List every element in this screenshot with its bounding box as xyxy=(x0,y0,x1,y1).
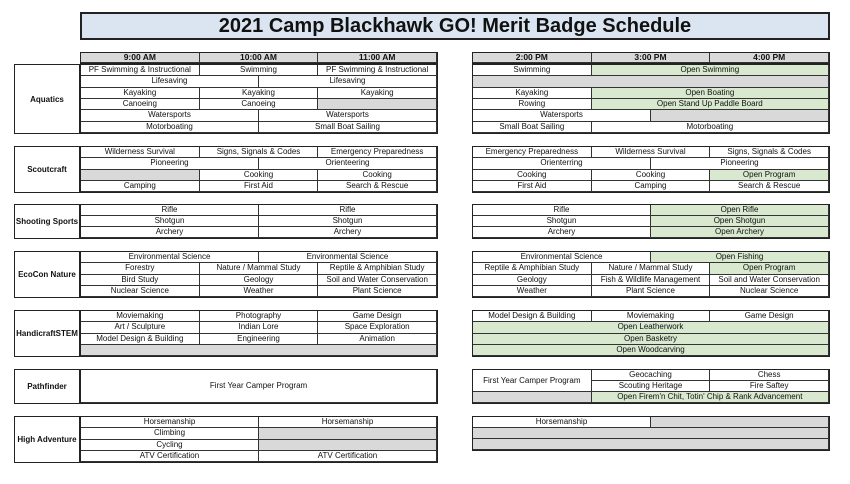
slot: First Aid xyxy=(200,181,319,192)
slot: Wilderness Survival xyxy=(81,147,200,158)
open-slot: Open Basketry xyxy=(473,334,829,345)
slot: Scouting Heritage xyxy=(592,381,711,392)
slot: Cooking xyxy=(318,170,437,181)
slot: Cooking xyxy=(473,170,592,181)
slot: Environmental Science xyxy=(473,252,651,263)
slot: Animation xyxy=(318,334,437,345)
empty-slot xyxy=(473,76,829,87)
area-label-scoutcraft: Scoutcraft xyxy=(14,146,80,193)
slot: Shotgun xyxy=(473,216,651,227)
highadv-morning xyxy=(80,416,438,463)
slot: Orienteering xyxy=(259,158,437,169)
slot: Search & Rescue xyxy=(318,181,437,192)
empty-slot xyxy=(473,428,829,439)
open-slot: Open Swimming xyxy=(592,65,829,76)
afternoon-time-header xyxy=(472,52,830,64)
slot: Watersports xyxy=(81,110,259,121)
slot: Game Design xyxy=(710,311,829,322)
slot: Pioneering xyxy=(81,158,259,169)
slot: Cooking xyxy=(200,170,319,181)
slot: Forestry xyxy=(81,263,200,274)
open-slot: Open Leatherwork xyxy=(473,322,829,333)
slot: Kayaking xyxy=(200,88,319,99)
slot: Shotgun xyxy=(81,216,259,227)
slot: PF Swimming & Instructional xyxy=(81,65,200,76)
slot: Camping xyxy=(592,181,711,192)
slot: Archery xyxy=(259,227,437,238)
slot: Weather xyxy=(473,286,592,297)
slot: Kayaking xyxy=(473,88,592,99)
slot: Wilderness Survival xyxy=(592,147,711,158)
slot: Fish & Wildlife Management xyxy=(592,275,711,286)
slot: Rowing xyxy=(473,99,592,110)
aquatics-morning xyxy=(80,64,438,134)
slot: Horsemanship xyxy=(259,417,437,428)
slot: Archery xyxy=(81,227,259,238)
empty-slot xyxy=(473,392,592,403)
slot: Horsemanship xyxy=(473,417,651,428)
empty-slot xyxy=(318,99,437,110)
slot: Kayaking xyxy=(318,88,437,99)
open-slot: Open Program xyxy=(710,263,829,274)
slot: Reptile & Amphibian Study xyxy=(473,263,592,274)
slot: Emergency Preparedness xyxy=(473,147,592,158)
slot: Canoeing xyxy=(200,99,319,110)
slot: Model Design & Building xyxy=(473,311,592,322)
slot: Moviemaking xyxy=(592,311,711,322)
handicraft-morning xyxy=(80,310,438,357)
empty-slot xyxy=(651,417,829,428)
slot: Nuclear Science xyxy=(710,286,829,297)
slot: First Year Camper Program xyxy=(81,370,437,403)
slot: Small Boat Sailing xyxy=(259,122,437,133)
handicraft-afternoon xyxy=(472,310,830,357)
scoutcraft-afternoon xyxy=(472,146,830,193)
empty-slot xyxy=(651,110,829,121)
open-slot: Open Shotgun xyxy=(651,216,829,227)
time-header-2pm: 2:00 PM xyxy=(473,53,592,63)
empty-slot xyxy=(81,345,437,356)
slot: Canoeing xyxy=(81,99,200,110)
open-slot: Open Woodcarving xyxy=(473,345,829,356)
page-title: 2021 Camp Blackhawk GO! Merit Badge Schedule xyxy=(80,12,830,40)
slot: Nuclear Science xyxy=(81,286,200,297)
pathfinder-morning xyxy=(80,369,438,404)
open-slot: Open Archery xyxy=(651,227,829,238)
time-header-11am: 11:00 AM xyxy=(318,53,437,63)
slot: Motorboating xyxy=(81,122,259,133)
empty-slot xyxy=(259,428,437,439)
slot: Pioneering xyxy=(651,158,829,169)
open-slot: Open Program xyxy=(710,170,829,181)
slot: Swimming xyxy=(473,65,592,76)
slot: Rifle xyxy=(81,205,259,216)
slot: Cooking xyxy=(592,170,711,181)
ecocon-afternoon xyxy=(472,251,830,298)
slot: Weather xyxy=(200,286,319,297)
time-header-4pm: 4:00 PM xyxy=(710,53,829,63)
slot: Archery xyxy=(473,227,651,238)
slot: Plant Science xyxy=(318,286,437,297)
slot: Geocaching xyxy=(592,370,711,381)
open-slot: Open Stand Up Paddle Board xyxy=(592,99,829,110)
time-header-9am: 9:00 AM xyxy=(81,53,200,63)
slot: Space Exploration xyxy=(318,322,437,333)
slot: Chess xyxy=(710,370,829,381)
slot: Camping xyxy=(81,181,200,192)
pathfinder-afternoon xyxy=(472,369,830,404)
slot: Kayaking xyxy=(81,88,200,99)
slot: Swimming xyxy=(200,65,319,76)
ecocon-morning xyxy=(80,251,438,298)
empty-slot xyxy=(473,439,829,450)
slot: Emergency Preparedness xyxy=(318,147,437,158)
slot: Fire Saftey xyxy=(710,381,829,392)
time-header-3pm: 3:00 PM xyxy=(592,53,711,63)
slot: Nature / Mammal Study xyxy=(200,263,319,274)
slot: Soil and Water Conservation xyxy=(318,275,437,286)
open-slot: Open Firem'n Chit, Totin' Chip & Rank Advancement xyxy=(592,392,829,403)
area-label-handicraft-stem: HandicraftSTEM xyxy=(14,310,80,357)
slot: Environmental Science xyxy=(259,252,437,263)
highadv-afternoon xyxy=(472,416,830,451)
open-slot: Open Fishing xyxy=(651,252,829,263)
slot: Indian Lore xyxy=(200,322,319,333)
shooting-morning xyxy=(80,204,438,239)
morning-time-header xyxy=(80,52,438,64)
slot: Plant Science xyxy=(592,286,711,297)
area-label-aquatics: Aquatics xyxy=(14,64,80,134)
slot: Orienterring xyxy=(473,158,651,169)
slot: Rifle xyxy=(473,205,651,216)
slot: Geology xyxy=(200,275,319,286)
slot: Bird Study xyxy=(81,275,200,286)
scoutcraft-morning xyxy=(80,146,438,193)
slot: Signs, Signals & Codes xyxy=(710,147,829,158)
empty-slot xyxy=(81,170,200,181)
slot: Geology xyxy=(473,275,592,286)
slot: PF Swimming & Instructional xyxy=(318,65,437,76)
slot: First Aid xyxy=(473,181,592,192)
slot: Environmental Science xyxy=(81,252,259,263)
slot: ATV Certification xyxy=(81,451,259,462)
open-slot: Open Rifle xyxy=(651,205,829,216)
slot: Engineering xyxy=(200,334,319,345)
open-slot: Open Boating xyxy=(592,88,829,99)
slot: Rifle xyxy=(259,205,437,216)
slot: First Year Camper Program xyxy=(473,370,592,392)
slot: Horsemanship xyxy=(81,417,259,428)
slot: ATV Certification xyxy=(259,451,437,462)
area-label-shooting-sports: Shooting Sports xyxy=(14,204,80,239)
slot: Game Design xyxy=(318,311,437,322)
slot: Nature / Mammal Study xyxy=(592,263,711,274)
slot: Motorboating xyxy=(592,122,829,133)
aquatics-afternoon xyxy=(472,64,830,134)
slot: Art / Sculpture xyxy=(81,322,200,333)
shooting-afternoon xyxy=(472,204,830,239)
slot: Model Design & Building xyxy=(81,334,200,345)
area-label-pathfinder: Pathfinder xyxy=(14,369,80,404)
empty-slot xyxy=(259,440,437,451)
slot: Lifesaving xyxy=(81,76,259,87)
slot: Watersports xyxy=(473,110,651,121)
area-label-ecocon-nature: EcoCon Nature xyxy=(14,251,80,298)
slot: Soil and Water Conservation xyxy=(710,275,829,286)
slot: Shotgun xyxy=(259,216,437,227)
slot: Cycling xyxy=(81,440,259,451)
slot: Lifesaving xyxy=(259,76,437,87)
slot: Moviemaking xyxy=(81,311,200,322)
area-label-high-adventure: High Adventure xyxy=(14,416,80,463)
slot: Climbing xyxy=(81,428,259,439)
slot: Watersports xyxy=(259,110,437,121)
slot: Photography xyxy=(200,311,319,322)
slot: Search & Rescue xyxy=(710,181,829,192)
slot: Signs, Signals & Codes xyxy=(200,147,319,158)
slot: Reptile & Amphibian Study xyxy=(318,263,437,274)
time-header-10am: 10:00 AM xyxy=(200,53,319,63)
slot: Small Boat Sailing xyxy=(473,122,592,133)
